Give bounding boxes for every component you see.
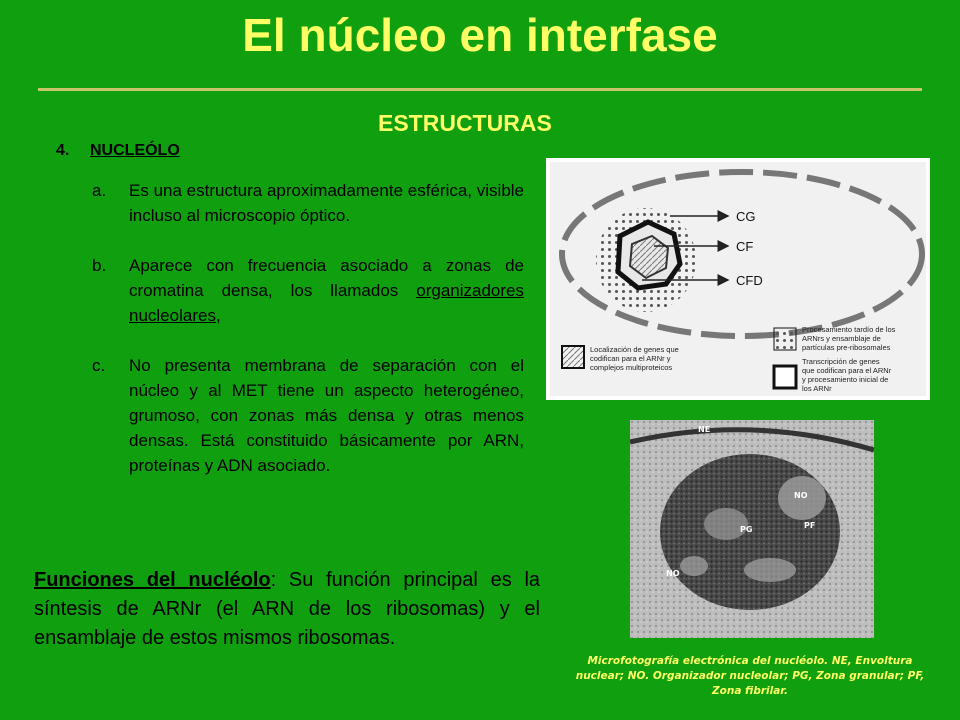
- legend-right2-3: y procesamiento inicial de: [802, 375, 889, 384]
- label-pf: PF: [804, 521, 816, 530]
- functions-text: : Su función principal es la síntesis de ARNr (el ARN de los ribosomas) y el ensamblaje de estos mismos ribosomas.: [34, 569, 541, 649]
- item-text: No presenta membrana de separación con el núcleo y al MET tiene un aspecto heterogéneo, grumoso, con zonas más densa y otras menos densas. Está constituido básicamente por ARN, proteínas y ADN asociado.: [129, 356, 524, 475]
- label-pg: PG: [740, 525, 753, 534]
- functions-label: Funciones del nucléolo: [34, 569, 271, 591]
- diagram-panel: [550, 162, 926, 396]
- light-zone: [680, 556, 708, 576]
- item-list: [92, 178, 524, 503]
- item-text-before: Aparece con frecuencia asociado a zonas de cromatina densa, los llamados: [129, 256, 524, 300]
- slide-title: El núcleo en interfase: [242, 9, 718, 61]
- legend-left-1: Localización de genes que: [590, 345, 679, 354]
- legend-right1-3: partículas pre-ribosomales: [802, 343, 891, 352]
- legend-right2-4: los ARNr: [802, 384, 832, 393]
- list-item: [92, 353, 524, 478]
- micrograph-caption: Microfotografía electrónica del nucléolo. NE, Envoltura nuclear; NO. Organizador nucleolar; PG, Zona granular; PF, Zona fibrilar.: [575, 655, 925, 697]
- legend-swatch-cfd: [774, 366, 796, 388]
- label-cfd: CFD: [736, 273, 763, 288]
- legend-swatch-cf: [562, 346, 584, 368]
- legend-left-2: codifican para el ARNr y: [590, 354, 671, 363]
- nucleolus-diagram: [546, 158, 930, 400]
- legend-left-3: complejos multiproteicos: [590, 363, 673, 372]
- light-zone: [744, 558, 796, 582]
- legend-right1-1: Procesamiento tardío de los: [802, 325, 896, 334]
- light-zone: [704, 508, 748, 540]
- item-letter: b.: [92, 256, 107, 275]
- legend-right2-1: Transcripción de genes: [802, 357, 880, 366]
- item-letter: c.: [92, 356, 106, 375]
- legend-right2-2: que codifican para el ARNr: [802, 366, 892, 375]
- label-no-bottom: NO: [666, 569, 680, 578]
- section-subtitle: ESTRUCTURAS: [378, 110, 552, 136]
- item-text-after: ,: [215, 306, 221, 325]
- label-cf: CF: [736, 239, 754, 254]
- section-title: NUCLEÓLO: [90, 142, 180, 159]
- section-heading: [56, 142, 180, 160]
- diagram-svg: [550, 162, 926, 396]
- micrograph-svg: [630, 420, 874, 638]
- item-letter: a.: [92, 181, 107, 200]
- list-item: [92, 253, 524, 328]
- item-text: [129, 253, 524, 328]
- legend-swatch-cg: [774, 328, 796, 350]
- label-no: NO: [794, 491, 808, 500]
- label-cg: CG: [736, 209, 756, 224]
- legend-right1-2: ARNrs y ensamblaje de: [802, 334, 881, 343]
- item-underlined-term: organizadores nucleolares: [129, 281, 524, 325]
- title-divider: [38, 88, 922, 91]
- item-text: Es una estructura aproximadamente esférica, visible incluso al microscopio óptico.: [129, 181, 524, 225]
- functions-paragraph: [34, 566, 540, 653]
- electron-micrograph: [630, 420, 874, 638]
- list-item: [92, 178, 524, 228]
- label-ne: NE: [698, 425, 711, 434]
- section-number: 4.: [56, 142, 70, 159]
